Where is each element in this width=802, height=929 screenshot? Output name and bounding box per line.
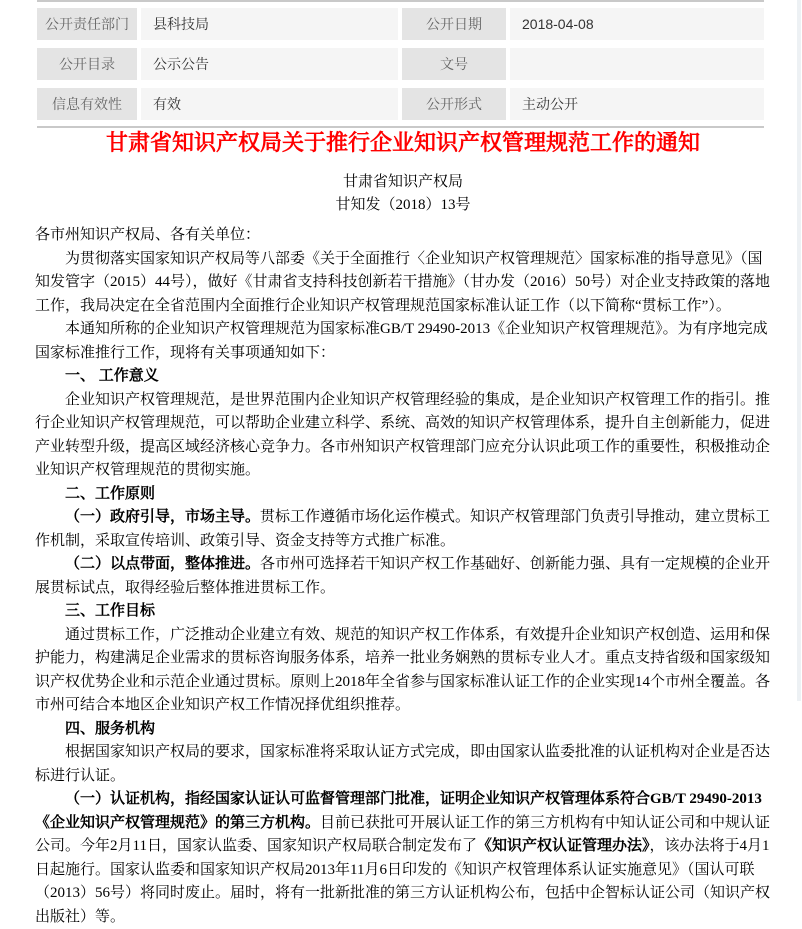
text-run: ，该办法将于4月1日起施行。国家认监委和国家知识产权局2013年11月6日印发的《知识产权管理体系认证实施意见》（国认可联（2013）56号）将同时废止。届时，将有一批新批准的第三方认证机构公布，包括中企智标认证公司（知识产权出版社）等。 (35, 838, 771, 925)
document-issuer: 甘肃省知识产权局 (342, 174, 463, 190)
paragraph (35, 553, 771, 600)
paragraph (35, 248, 771, 319)
info-label-doc-number: 文号 (402, 48, 506, 80)
text-run: 企业知识产权管理规范，是世界范围内企业知识产权管理经验的集成，是企业知识产权管理工作的指引。推行企业知识产权管理规范，可以帮助企业建立科学、系统、高效的知识产权管理体系，提升自主创新能力，促进产业转型升级，提高区域经济核心竞争力。各市州知识产权管理部门应充分认识此项工作的重要性，积极推动企业知识产权管理规范的贯彻实施。 (35, 391, 771, 478)
paragraph (35, 624, 771, 718)
info-label-publish-form: 公开形式 (402, 88, 506, 120)
info-label-validity: 信息有效性 (37, 88, 137, 120)
text-run-bold: （二）以点带面，整体推进。 (65, 556, 261, 572)
text-run: 为贯彻落实国家知识产权局等八部委《关于全面推行〈企业知识产权管理规范〉国家标准的指导意见》（国知发管字（2015）44号），做好《甘肃省支持科技创新若干措施》（甘办发（2016）50号）对企业支持政策的落地工作，我局决定在全省范围内全面推行企业知识产权管理规范国家标准认证工作（以下简称“贯标工作”）。 (35, 250, 771, 314)
text-run: 一、 工作意义 (65, 368, 159, 384)
paragraph (35, 389, 771, 483)
text-run: 通过贯标工作，广泛推动企业建立有效、规范的知识产权工作体系，有效提升企业知识产权创造、运用和保护能力，构建满足企业需求的贯标咨询服务体系，培养一批业务娴熟的贯标专业人才。重点支持省级和国家级知识产权优势企业和示范企业通过贯标。原则上2018年全省参与国家标准认证工作的企业实现14个市州全覆盖。各市州可结合本地区企业知识产权工作情况择优组织推荐。 (35, 626, 771, 713)
text-run: 根据国家知识产权局的要求，国家标准将采取认证方式完成，即由国家认监委批准的认证机构对企业是否达标进行认证。 (35, 744, 771, 784)
text-run-bold: （一）政府引导，市场主导。 (65, 509, 261, 525)
info-value-publish-date: 2018-04-08 (510, 8, 764, 40)
section-heading-3 (35, 600, 771, 624)
paragraph (35, 788, 771, 929)
text-run: 贯标工作遵循市场化运作模式。知识产权管理部门负责引导推动，建立贯标工作机制，采取宣传培训、政策引导、资金支持等方式推广标准。 (35, 509, 771, 549)
info-value-catalog: 公示公告 (141, 48, 398, 80)
info-value-validity: 有效 (141, 88, 398, 120)
section-heading-1 (35, 365, 771, 389)
info-value-doc-number (510, 48, 764, 80)
document-title: 甘肃省知识产权局关于推行企业知识产权管理规范工作的通知 (105, 130, 700, 155)
document-body (35, 224, 771, 929)
section-heading-2 (35, 483, 771, 507)
info-label-publish-date: 公开日期 (402, 8, 506, 40)
document-area (35, 128, 771, 929)
text-run: 三、工作目标 (65, 603, 156, 619)
text-run-bold: 《知识产权认证管理办法》 (476, 838, 650, 854)
text-run: 目前已获批可开展认证工作的第三方机构有中知认证公司和中规认证公司。今年2月11日，国家认监委、国家知识产权局联合制定发布了 (35, 814, 771, 854)
info-label-responsible-dept: 公开责任部门 (37, 8, 137, 40)
info-value-publish-form: 主动公开 (510, 88, 764, 120)
text-run: 二、工作原则 (65, 485, 156, 502)
text-run: 四、服务机构 (65, 720, 156, 737)
section-heading-4 (35, 718, 771, 742)
document-number: 甘知发（2018）13号 (335, 197, 471, 213)
text-run: 本通知所称的企业知识产权管理规范为国家标准GB/T 29490-2013《企业知识产权管理规范》。为有序地完成国家标准推行工作，现将有关事项通知如下： (35, 321, 768, 361)
text-run: 各市州可选择若干知识产权工作基础好、创新能力强、具有一定规模的企业开展贯标试点，取得经验后整体推进贯标工作。 (35, 556, 771, 596)
paragraph (35, 318, 771, 365)
info-label-catalog: 公开目录 (37, 48, 137, 80)
salutation: 各市州知识产权局、各有关单位： (35, 227, 261, 243)
text-run-bold: （一）认证机构，指经国家认证认可监督管理部门批准，证明企业知识产权管理体系符合GB/T 29490-2013《企业知识产权管理规范》的第三方机构。 (35, 791, 762, 831)
scrollbar-track[interactable] (797, 0, 801, 701)
paragraph (35, 741, 771, 788)
info-table (37, 0, 764, 128)
info-value-responsible-dept: 县科技局 (141, 8, 398, 40)
paragraph (35, 506, 771, 553)
